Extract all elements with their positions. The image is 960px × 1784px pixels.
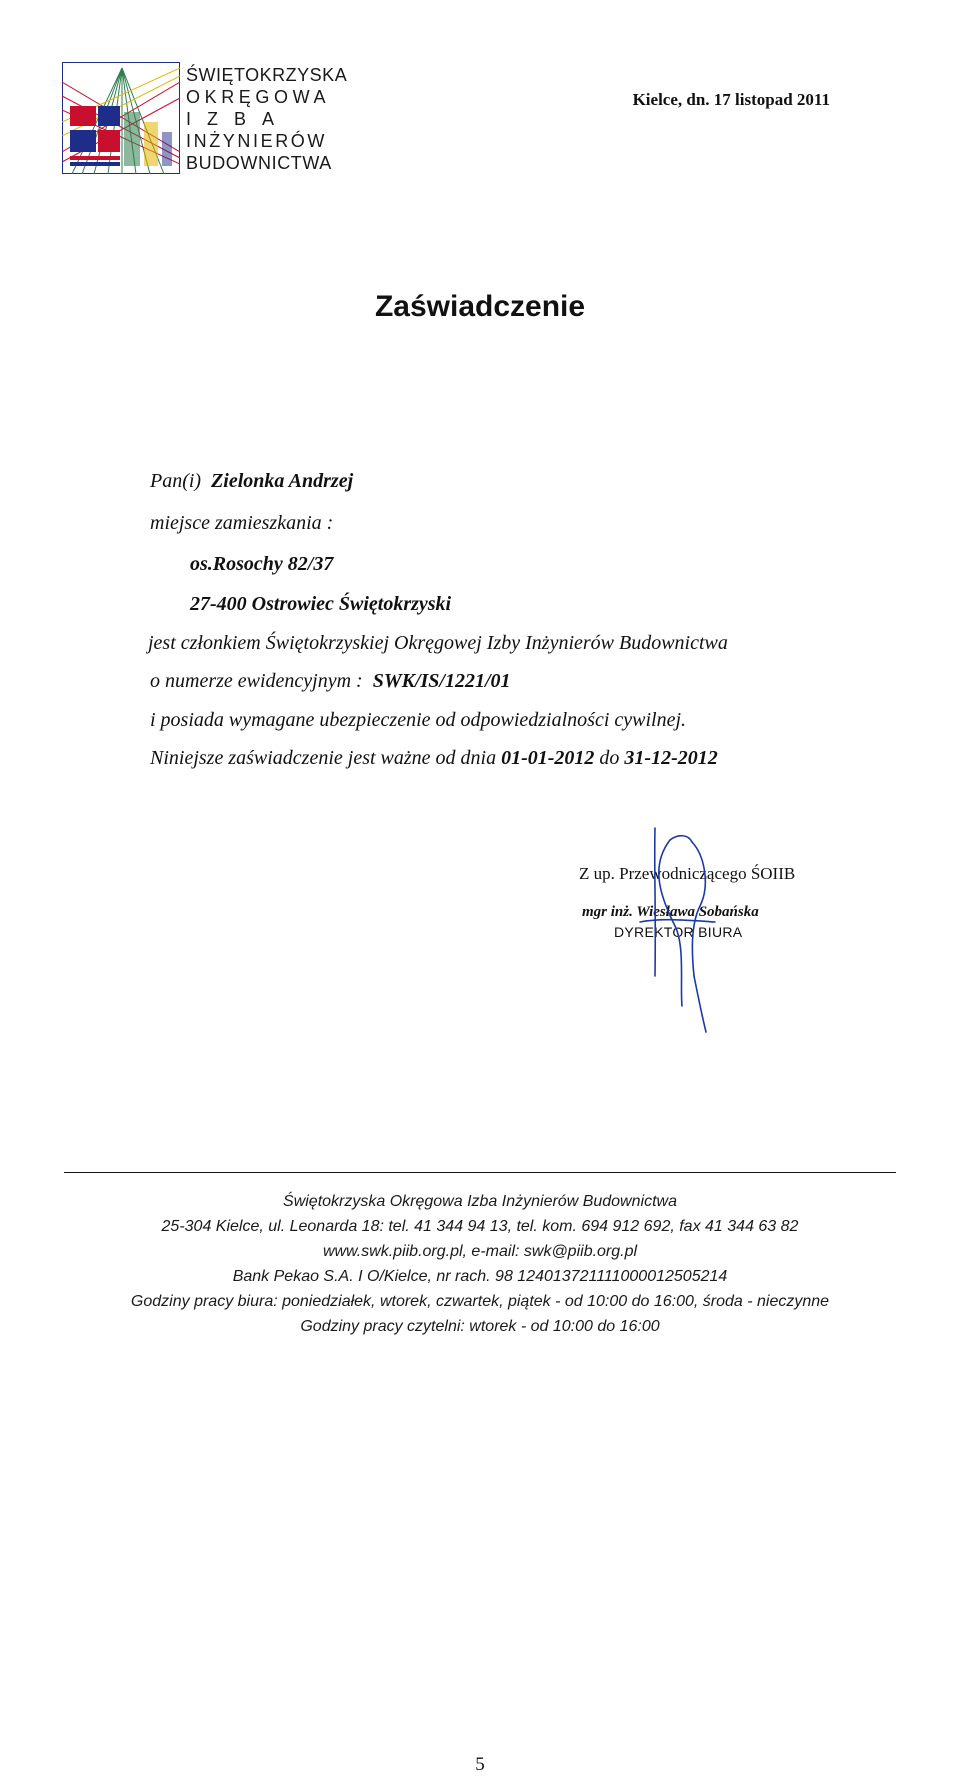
footer-divider	[64, 1172, 896, 1173]
recipient-line	[150, 470, 353, 493]
registration-line	[150, 670, 511, 693]
footer-line: Godziny pracy czytelni: wtorek - od 10:00 do 16:00	[300, 1318, 660, 1335]
chamber-logo-icon	[62, 62, 180, 174]
chamber-name-line: OKRĘGOWA	[186, 87, 331, 107]
street-address: os.Rosochy 82/37	[190, 553, 334, 575]
membership-statement: jest członkiem Świętokrzyskiej Okręgowej Izby Inżynierów Budownictwa	[148, 632, 728, 654]
validity-label: Niniejsze zaświadczenie jest ważne od dnia	[150, 747, 497, 769]
footer-line: 25-304 Kielce, ul. Leonarda 18: tel. 41 344 94 13, tel. kom. 694 912 692, fax 41 344 63 82	[161, 1218, 799, 1235]
handwritten-signature-icon	[630, 826, 740, 1036]
chamber-name	[186, 64, 347, 174]
signatory-role: DYREKTOR BIURA	[614, 924, 743, 940]
footer-line: Świętokrzyska Okręgowa Izba Inżynierów Budownictwa	[283, 1193, 677, 1210]
page-number: 5	[475, 1754, 485, 1775]
insurance-statement: i posiada wymagane ubezpieczenie od odpowiedzialności cywilnej.	[150, 709, 687, 731]
validity-mid: do	[599, 747, 620, 769]
chamber-name-line: BUDOWNICTWA	[186, 153, 332, 173]
page-title: Zaświadczenie	[374, 290, 586, 323]
document-date: Kielce, dn. 17 listopad 2011	[632, 90, 830, 109]
residence-label: miejsce zamieszkania :	[150, 512, 334, 534]
chamber-name-line: INŻYNIERÓW	[186, 131, 327, 151]
chamber-name-line: IZBA	[186, 109, 291, 129]
chamber-name-line: ŚWIĘTOKRZYSKA	[186, 65, 348, 85]
valid-to-date: 31-12-2012	[624, 747, 718, 769]
footer-line: Godziny pracy biura: poniedziałek, wtorek, czwartek, piątek - od 10:00 do 16:00, środa - nieczynne	[130, 1293, 830, 1310]
registration-number: SWK/IS/1221/01	[372, 670, 511, 692]
signatory-name: mgr inż. Wiesława Sobańska	[582, 904, 759, 920]
registration-label: o numerze ewidencyjnym :	[150, 670, 363, 692]
footer-line: www.swk.piib.org.pl, e-mail: swk@piib.org.pl	[322, 1243, 638, 1260]
salutation: Pan(i)	[150, 470, 202, 492]
footer-line: Bank Pekao S.A. I O/Kielce, nr rach. 98 124013721111000012505214	[232, 1268, 728, 1285]
signatory-on-behalf: Z up. Przewodniczącego ŚOIIB	[579, 864, 796, 883]
validity-line	[150, 747, 718, 770]
city-address: 27-400 Ostrowiec Świętokrzyski	[190, 593, 452, 615]
valid-from-date: 01-01-2012	[501, 747, 595, 769]
recipient-name: Zielonka Andrzej	[211, 470, 354, 492]
